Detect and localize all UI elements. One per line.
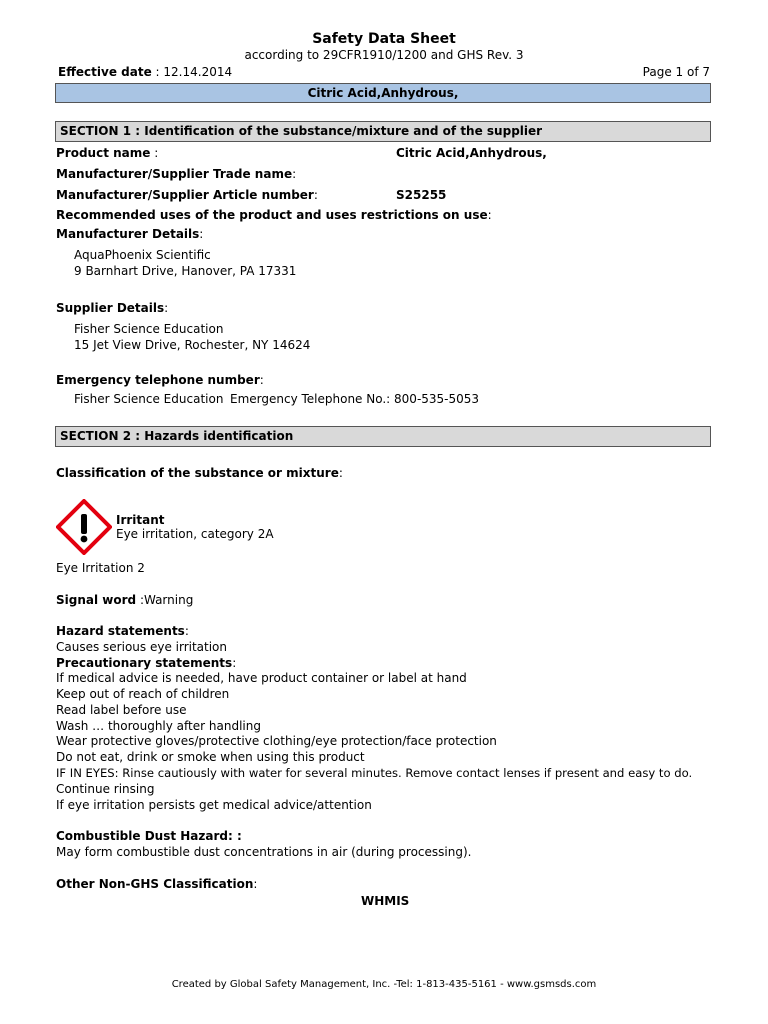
precautionary-statement: Keep out of reach of children	[56, 687, 230, 701]
recommended-uses-sep: :	[487, 208, 492, 222]
emergency-phone-label: Emergency telephone number	[56, 373, 260, 387]
document-title: Safety Data Sheet	[312, 31, 456, 47]
hazard-statements-sep: :	[184, 624, 189, 638]
supplier-name: Fisher Science Education	[74, 322, 224, 336]
classification-sep: :	[338, 466, 343, 480]
precautionary-statement: Wear protective gloves/protective clothing/eye protection/face protection	[56, 734, 497, 748]
precautionary-statement: Continue rinsing	[56, 782, 155, 796]
combustible-dust-heading: Combustible Dust Hazard: :	[56, 829, 242, 843]
signal-word-value: :Warning	[136, 593, 194, 607]
article-number-row	[56, 188, 318, 202]
precautionary-statement: If eye irritation persists get medical advice/attention	[56, 798, 372, 812]
whmis-heading: WHMIS	[361, 894, 410, 908]
product-banner: Citric Acid,Anhydrous,	[55, 83, 711, 103]
recommended-uses-row	[56, 208, 492, 222]
section-1-header: SECTION 1 : Identification of the substance/mixture and of the supplier	[55, 121, 711, 142]
article-number-label: Manufacturer/Supplier Article number	[56, 188, 314, 202]
document-subtitle: according to 29CFR1910/1200 and GHS Rev. 3	[244, 48, 524, 62]
product-name-sep: :	[150, 146, 159, 160]
precautionary-statements-label: Precautionary statements	[56, 656, 233, 670]
supplier-address: 15 Jet View Drive, Rochester, NY 14624	[74, 338, 311, 352]
signal-word-row	[56, 593, 193, 607]
article-number-sep: :	[313, 188, 318, 202]
precautionary-statement: If medical advice is needed, have product container or label at hand	[56, 671, 467, 685]
other-classification-label: Other Non-GHS Classification	[56, 877, 254, 891]
hazard-statement: Causes serious eye irritation	[56, 640, 228, 654]
supplier-details-label: Supplier Details	[56, 301, 165, 315]
precautionary-statements-sep: :	[232, 656, 237, 670]
hazard-statements-heading	[56, 624, 189, 638]
manufacturer-name: AquaPhoenix Scientific	[74, 248, 211, 262]
manufacturer-details-label: Manufacturer Details	[56, 227, 200, 241]
supplier-details-sep: :	[164, 301, 169, 315]
product-name-label: Product name	[56, 146, 151, 160]
emergency-contact-name: Fisher Science Education	[74, 392, 224, 406]
combustible-dust-text: May form combustible dust concentrations in air (during processing).	[56, 845, 472, 859]
precautionary-statement: IF IN EYES: Rinse cautiously with water for several minutes. Remove contact lenses if present and easy to do.	[56, 766, 693, 780]
manufacturer-details-heading	[56, 227, 203, 241]
precautionary-statement: Do not eat, drink or smoke when using this product	[56, 750, 365, 764]
page-number: Page 1 of 7	[642, 65, 710, 79]
article-number-value: S25255	[396, 188, 447, 202]
recommended-uses-label: Recommended uses of the product and uses restrictions on use	[56, 208, 488, 222]
hazard-class: Irritant	[116, 513, 165, 527]
ghs-exclamation-mark-icon	[56, 499, 112, 555]
precautionary-statement: Wash … thoroughly after handling	[56, 719, 261, 733]
hazard-statements-label: Hazard statements	[56, 624, 185, 638]
trade-name-label: Manufacturer/Supplier Trade name	[56, 167, 293, 181]
product-name-row	[56, 146, 158, 160]
other-classification-sep: :	[253, 877, 258, 891]
section-2-header: SECTION 2 : Hazards identification	[55, 426, 711, 447]
emergency-phone-number: Emergency Telephone No.: 800-535-5053	[230, 392, 480, 406]
trade-name-row	[56, 167, 296, 181]
hazard-category: Eye irritation, category 2A	[116, 527, 274, 541]
manufacturer-address: 9 Barnhart Drive, Hanover, PA 17331	[74, 264, 297, 278]
other-classification-heading	[56, 877, 257, 891]
page-footer: Created by Global Safety Management, Inc. -Tel: 1-813-435-5161 - www.gsmsds.com	[171, 979, 597, 990]
product-name-value: Citric Acid,Anhydrous,	[396, 146, 547, 160]
effective-date-label: Effective date	[58, 65, 152, 79]
trade-name-sep: :	[292, 167, 297, 181]
classification-heading	[56, 466, 343, 480]
effective-date	[58, 65, 232, 79]
signal-word-label: Signal word	[56, 593, 137, 607]
emergency-phone-sep: :	[259, 373, 264, 387]
precautionary-statement: Read label before use	[56, 703, 187, 717]
supplier-details-heading	[56, 301, 168, 315]
emergency-phone-heading	[56, 373, 264, 387]
manufacturer-details-sep: :	[199, 227, 204, 241]
precautionary-statements-heading	[56, 656, 236, 670]
effective-date-value: : 12.14.2014	[151, 65, 233, 79]
eye-irritation-class: Eye Irritation 2	[56, 561, 145, 575]
classification-label: Classification of the substance or mixture	[56, 466, 339, 480]
